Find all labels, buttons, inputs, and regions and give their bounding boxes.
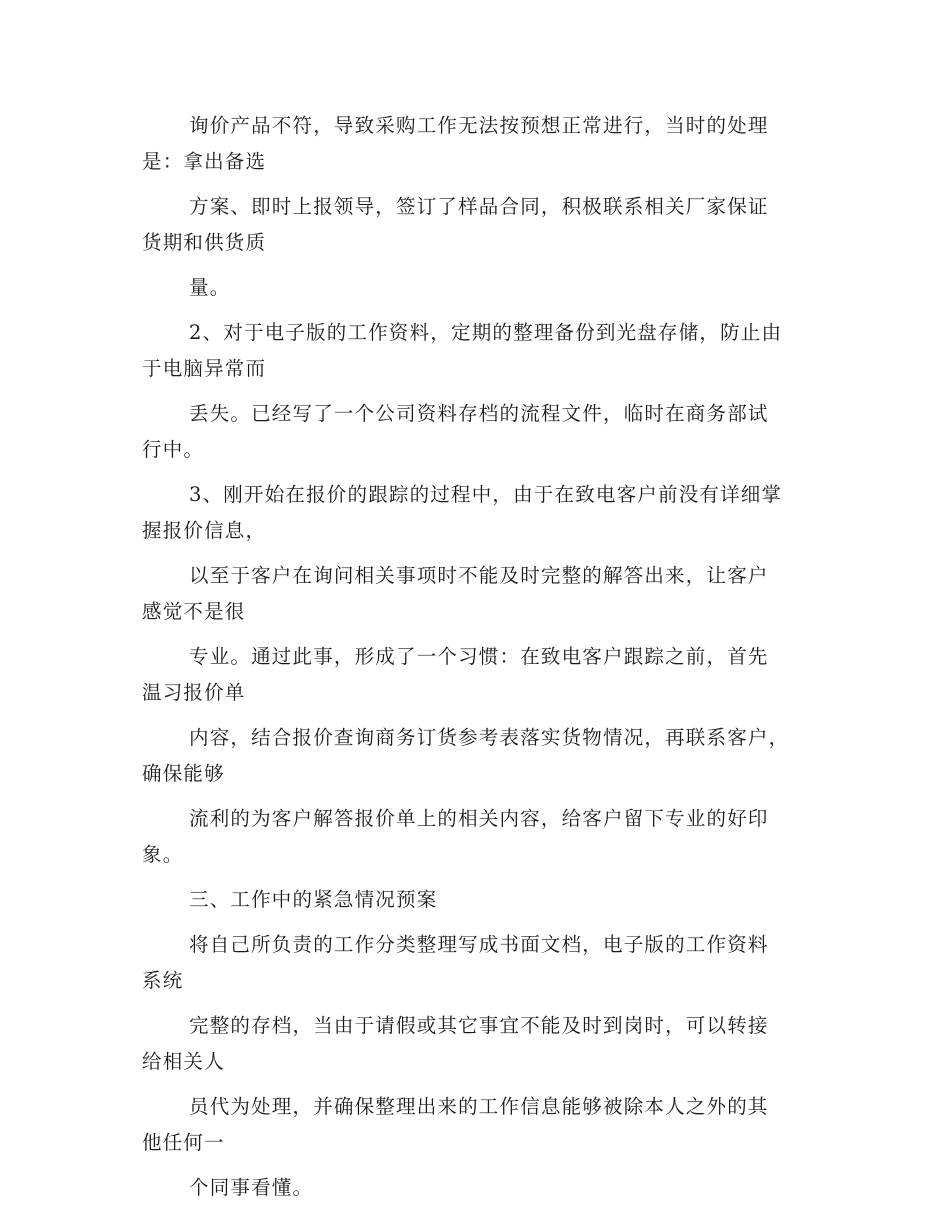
paragraph-line: 专业。通过此事，形成了一个习惯：在致电客户跟踪之前，首先 <box>189 645 769 668</box>
paragraph-line: 内容，结合报价查询商务订货参考表落实货物情况，再联系客户， <box>189 726 790 749</box>
paragraph-line: 2、对于电子版的工作资料，定期的整理备份到光盘存储，防止由 <box>189 321 783 344</box>
paragraph-line: 象。 <box>142 843 184 866</box>
paragraph <box>142 720 822 792</box>
paragraph <box>142 558 822 630</box>
paragraph-line: 温习报价单 <box>142 681 246 704</box>
document-body <box>142 108 822 1215</box>
paragraph <box>142 801 822 873</box>
paragraph-line: 三、工作中的紧急情况预案 <box>189 888 438 911</box>
paragraph-line: 确保能够 <box>142 762 225 785</box>
paragraph-line: 员代为处理，并确保整理出来的工作信息能够被除本人之外的其 <box>189 1095 769 1118</box>
paragraph <box>142 477 822 549</box>
paragraph-line: 握报价信息， <box>142 519 267 542</box>
paragraph-line: 方案、即时上报领导，签订了样品合同，积极联系相关厂家保证 <box>189 195 769 218</box>
paragraph-line: 量。 <box>189 276 231 299</box>
paragraph <box>142 1170 822 1206</box>
paragraph-line: 完整的存档，当由于请假或其它事宜不能及时到岗时，可以转接 <box>189 1014 769 1037</box>
paragraph-line: 个同事看懂。 <box>189 1176 314 1199</box>
paragraph <box>142 639 822 711</box>
paragraph-line: 将自己所负责的工作分类整理写成书面文档，电子版的工作资料 <box>189 933 769 956</box>
paragraph-line: 货期和供货质 <box>142 231 267 254</box>
paragraph-line: 询价产品不符，导致采购工作无法按预想正常进行，当时的处理 <box>189 114 769 137</box>
paragraph <box>142 315 822 387</box>
paragraph <box>142 882 822 918</box>
paragraph-line: 系统 <box>142 969 184 992</box>
paragraph-line: 丢失。已经写了一个公司资料存档的流程文件，临时在商务部试 <box>189 402 769 425</box>
paragraph-line: 是：拿出备选 <box>142 150 267 173</box>
paragraph-line: 于电脑异常而 <box>142 357 267 380</box>
paragraph <box>142 396 822 468</box>
paragraph-line: 流利的为客户解答报价单上的相关内容，给客户留下专业的好印 <box>189 807 769 830</box>
paragraph <box>142 270 822 306</box>
paragraph-line: 3、刚开始在报价的跟踪的过程中，由于在致电客户前没有详细掌 <box>189 483 783 506</box>
paragraph <box>142 1008 822 1080</box>
paragraph <box>142 189 822 261</box>
paragraph <box>142 927 822 999</box>
paragraph-line: 行中。 <box>142 438 205 461</box>
paragraph-line: 感觉不是很 <box>142 600 246 623</box>
paragraph-line: 他任何一 <box>142 1131 225 1154</box>
paragraph-line: 以至于客户在询问相关事项时不能及时完整的解答出来，让客户 <box>189 564 769 587</box>
paragraph-line: 给相关人 <box>142 1050 225 1073</box>
paragraph <box>142 1089 822 1161</box>
paragraph <box>142 108 822 180</box>
